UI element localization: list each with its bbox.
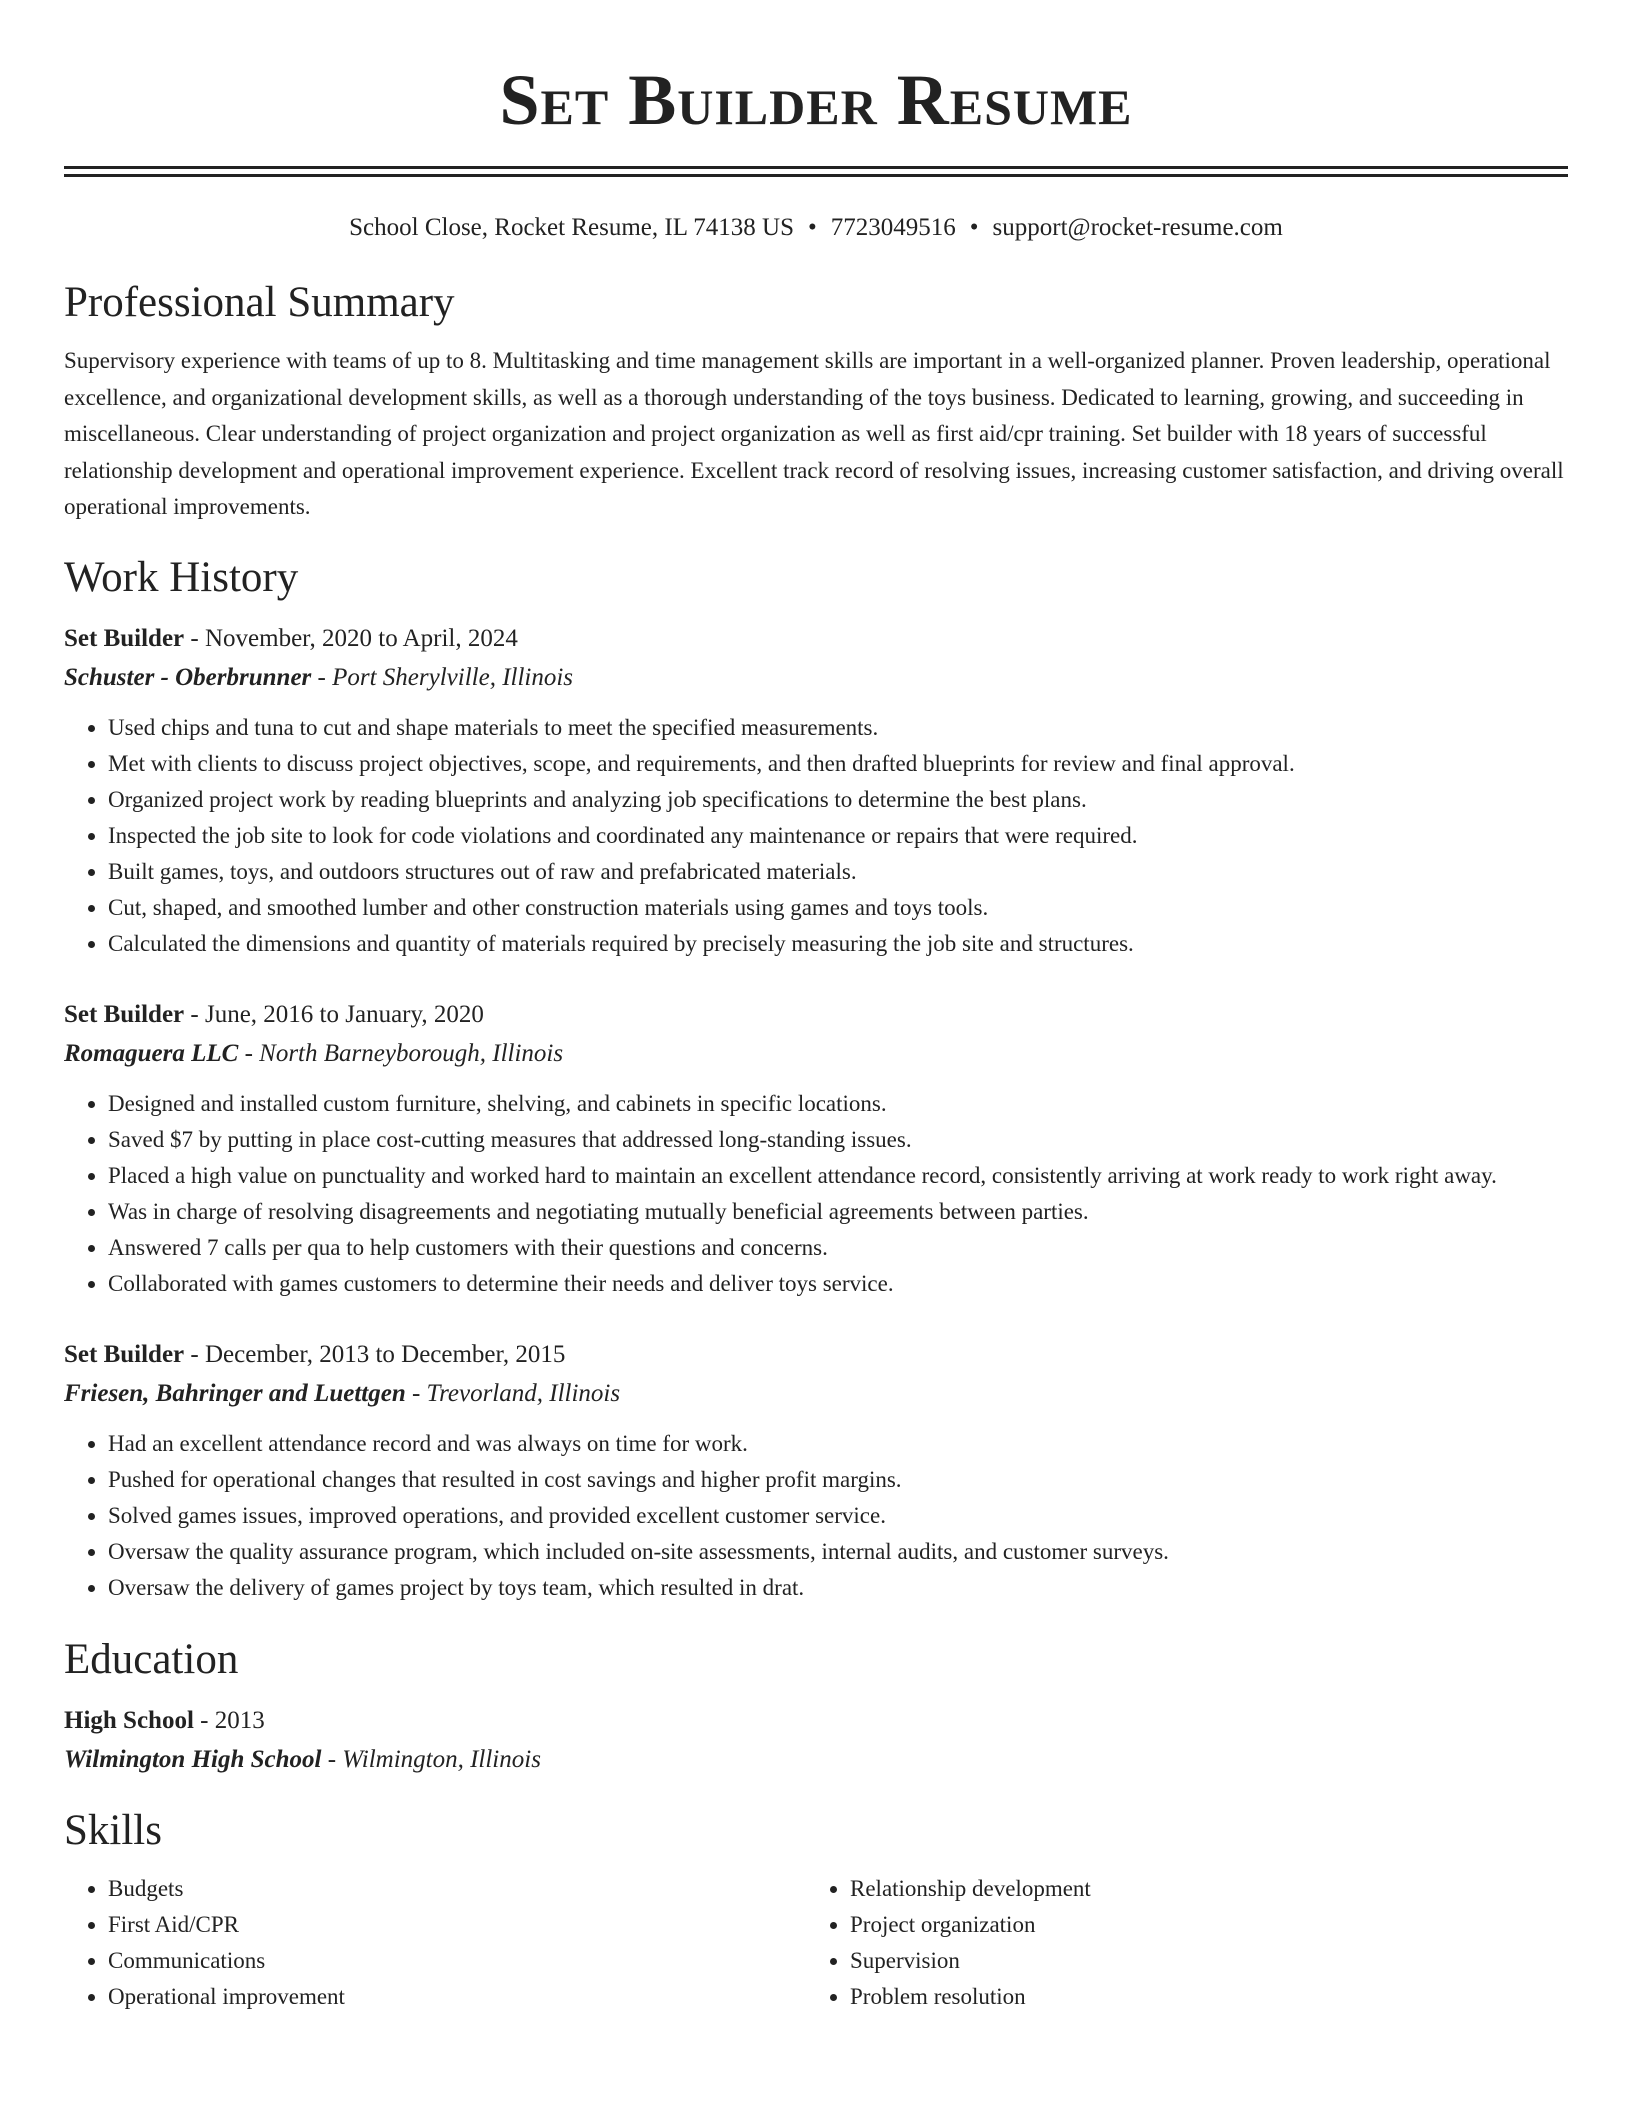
list-item: • Oversaw the delivery of games project by toys team, which resulted in drat. (108, 1570, 1568, 1606)
contact-line (64, 213, 1568, 243)
job-company-line (64, 1034, 1568, 1073)
education-school-line (64, 1740, 1568, 1779)
skill-item: • Project organization (850, 1907, 1548, 1943)
skill-item: • Problem resolution (850, 1979, 1548, 2015)
resume-name: Set Builder Resume (499, 60, 1133, 140)
skill-item: • Operational improvement (108, 1979, 806, 2015)
list-item: • Answered 7 calls per qua to help customers with their questions and concerns. (108, 1230, 1568, 1266)
job-role: Set Builder (64, 1340, 185, 1368)
job-company: Schuster - Oberbrunner (64, 663, 312, 691)
education-degree-line (64, 1702, 1568, 1740)
list-item: • Built games, toys, and outdoors structures out of raw and prefabricated materials. (108, 854, 1568, 890)
job-location: - Port Sherylville, Illinois (311, 663, 574, 691)
job-dates: - June, 2016 to January, 2020 (184, 1000, 484, 1028)
job-dates: - November, 2020 to April, 2024 (184, 624, 518, 652)
list-item: • Met with clients to discuss project objectives, scope, and requirements, and then drafted blueprints for review and final approval. (108, 746, 1568, 782)
job-bullets (64, 1426, 1568, 1606)
list-item: • Inspected the job site to look for code violations and coordinated any maintenance or repairs that were required. (108, 818, 1568, 854)
list-item: • Designed and installed custom furniture, shelving, and cabinets in specific locations. (108, 1086, 1568, 1122)
skill-item: • Supervision (850, 1943, 1548, 1979)
list-item: • Solved games issues, improved operations, and provided excellent customer service. (108, 1498, 1568, 1534)
job-company-line (64, 658, 1568, 697)
job-bullets (64, 1086, 1568, 1302)
job-role: Set Builder (64, 624, 185, 652)
education-school: Wilmington High School (64, 1745, 322, 1773)
skills-list (64, 1871, 1568, 2015)
skill-item: • First Aid/CPR (108, 1907, 806, 1943)
list-item: • Had an excellent attendance record and was always on time for work. (108, 1426, 1568, 1462)
skills-column-left (64, 1871, 806, 2015)
contact-phone: 7723049516 (830, 214, 956, 241)
education-location: - Wilmington, Illinois (321, 1745, 541, 1773)
list-item: • Pushed for operational changes that resulted in cost savings and higher profit margins. (108, 1462, 1568, 1498)
list-item: • Saved $7 by putting in place cost-cutting measures that addressed long-standing issues. (108, 1122, 1568, 1158)
list-item: • Calculated the dimensions and quantity of materials required by precisely measuring the job site and structures. (108, 926, 1568, 962)
education-year: - 2013 (193, 1706, 265, 1734)
job-entry (64, 996, 1568, 1302)
work-history-heading: Work History (64, 553, 299, 601)
job-title-line (64, 620, 1568, 658)
education-degree: High School (64, 1706, 194, 1734)
list-item: • Cut, shaped, and smoothed lumber and other construction materials using games and toys tools. (108, 890, 1568, 926)
job-title-line (64, 996, 1568, 1034)
job-company-line (64, 1374, 1568, 1413)
job-location: - North Barneyborough, Illinois (238, 1039, 564, 1067)
skill-item: • Communications (108, 1943, 806, 1979)
education-entry (64, 1702, 1568, 1779)
job-bullets (64, 710, 1568, 962)
contact-separator: • (808, 214, 817, 241)
job-entry (64, 1336, 1568, 1606)
list-item: • Organized project work by reading blueprints and analyzing job specifications to determine the best plans. (108, 782, 1568, 818)
contact-email: support@rocket-resume.com (992, 214, 1283, 241)
list-item: • Was in charge of resolving disagreements and negotiating mutually beneficial agreements between parties. (108, 1194, 1568, 1230)
contact-address: School Close, Rocket Resume, IL 74138 US (349, 214, 795, 241)
job-company: Friesen, Bahringer and Luettgen (64, 1379, 406, 1407)
job-role: Set Builder (64, 1000, 185, 1028)
job-dates: - December, 2013 to December, 2015 (184, 1340, 566, 1368)
summary-heading: Professional Summary (64, 279, 455, 326)
contact-separator: • (969, 214, 979, 241)
education-heading: Education (64, 1635, 239, 1683)
list-item: • Oversaw the quality assurance program, which included on-site assessments, internal audits, and customer surveys. (108, 1534, 1568, 1570)
skill-item: • Relationship development (850, 1871, 1548, 1907)
header-double-rule (64, 166, 1568, 177)
list-item: • Placed a high value on punctuality and worked hard to maintain an excellent attendance record, consistently arriving at work ready to work right away. (108, 1158, 1568, 1194)
list-item: • Used chips and tuna to cut and shape materials to meet the specified measurements. (108, 710, 1568, 746)
job-title-line (64, 1336, 1568, 1374)
job-entry (64, 620, 1568, 962)
skills-heading: Skills (64, 1806, 162, 1854)
job-location: - Trevorland, Illinois (405, 1379, 621, 1407)
summary-text: Supervisory experience with teams of up to 8. Multitasking and time management skills are important in a well-organized planner. Proven leadership, operational excellence, and organizational development skills, as well as a thorough understanding of the toys business. Dedicated to learning, growing, and succeeding in miscellaneous. Clear understanding of project organization and project organization as well as first aid/cpr training. Set builder with 18 years of successful relationship development and operational improvement experience. Excellent track record of resolving issues, increasing customer satisfaction, and driving overall operational improvements. (64, 348, 1564, 519)
list-item: • Collaborated with games customers to determine their needs and deliver toys service. (108, 1266, 1568, 1302)
skill-item: • Budgets (108, 1871, 806, 1907)
job-company: Romaguera LLC (64, 1039, 239, 1067)
skills-column-right (806, 1871, 1548, 2015)
